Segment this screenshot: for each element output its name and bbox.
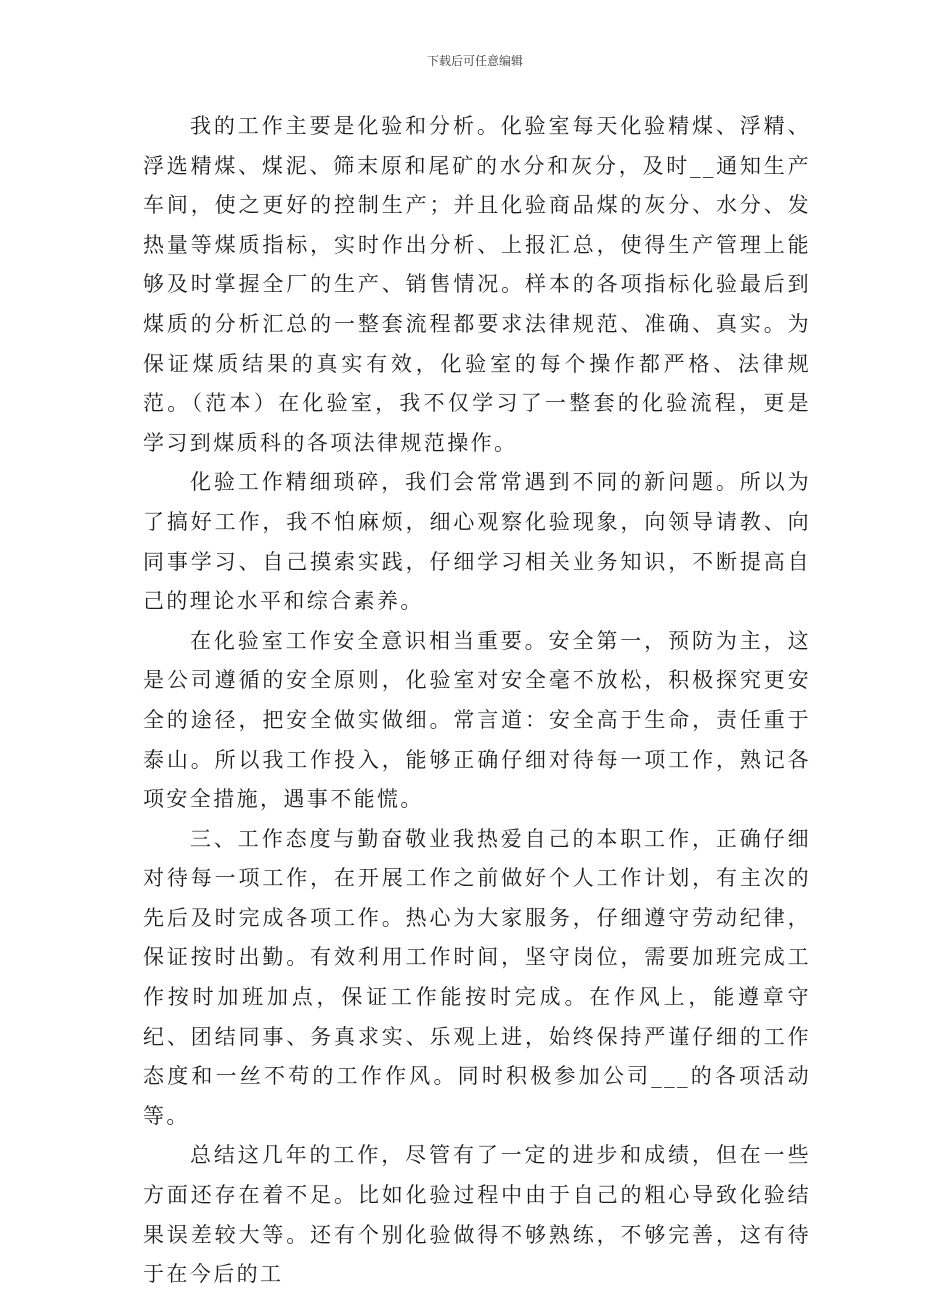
paragraph-detailed-work: 化验工作精细琐碎，我们会常常遇到不同的新问题。所以为了搞好工作，我不怕麻烦，细心观察化验现象，向领导请教、向同事学习、自己摸索实践，仔细学习相关业务知识，不断提高自己的理论水平和综合素养。 — [143, 470, 811, 614]
paragraph-lab-work-duties: 我的工作主要是化验和分析。化验室每天化验精煤、浮精、浮选精煤、煤泥、筛末原和尾矿的水分和灰分，及时__通知生产车间，使之更好的控制生产；并且化验商品煤的灰分、水分、发热量等煤质指标，实时作出分析、上报汇总，使得生产管理上能够及时掌握全厂的生产、销售情况。样本的各项指标化验最后到煤质的分析汇总的一整套流程都要求法律规范、准确、真实。为保证煤质结果的真实有效，化验室的每个操作都严格、法律规范。（范本）在化验室，我不仅学习了一整套的化验流程，更是学习到煤质科的各项法律规范操作。 — [143, 114, 811, 455]
paragraph-safety-awareness: 在化验室工作安全意识相当重要。安全第一，预防为主，这是公司遵循的安全原则，化验室对安全毫不放松，积极探究更安全的途径，把安全做实做细。常言道：安全高于生命，责任重于泰山。所以我工作投入，能够正确仔细对待每一项工作，熟记各项安全措施，遇事不能慌。 — [143, 628, 811, 812]
document-body — [143, 107, 811, 1295]
paragraph-summary-shortcomings: 总结这几年的工作，尽管有了一定的进步和成绩，但在一些方面还存在着不足。比如化验过程中由于自己的粗心导致化验结果误差较大等。还有个别化验做得不够熟练，不够完善，这有待于在今后的工 — [143, 1143, 811, 1287]
page-header: 下载后可任意编辑 — [426, 54, 523, 68]
paragraph-work-attitude: 三、工作态度与勤奋敬业我热爱自己的本职工作，正确仔细对待每一项工作，在开展工作之前做好个人工作计划，有主次的先后及时完成各项工作。热心为大家服务，仔细遵守劳动纪律，保证按时出勤。有效利用工作时间，坚守岗位，需要加班完成工作按时加班加点，保证工作能按时完成。在作风上，能遵章守纪、团结同事、务真求实、乐观上进，始终保持严谨仔细的工作态度和一丝不苟的工作作风。同时积极参加公司___的各项活动等。 — [143, 826, 811, 1128]
